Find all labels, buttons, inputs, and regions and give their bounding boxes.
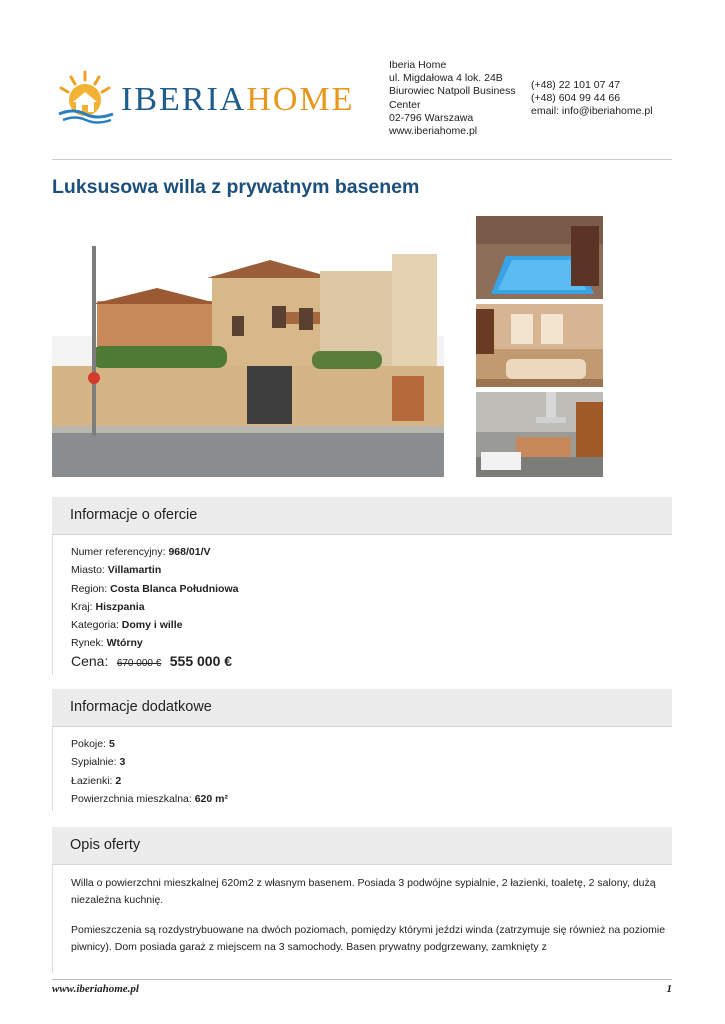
address-line: ul. Migdałowa 4 lok. 24B <box>389 72 503 85</box>
section-title: Informacje o ofercie <box>70 507 198 523</box>
phone-1[interactable]: (+48) 22 101 07 47 <box>531 79 621 91</box>
pool-icon <box>476 216 603 299</box>
house-exterior-icon <box>52 216 444 477</box>
price <box>71 653 232 671</box>
price-new: 555 000 € <box>169 653 233 669</box>
description-body <box>52 865 673 973</box>
website-link[interactable]: www.iberiahome.pl <box>389 125 478 138</box>
info-row-bathrooms: Łazienki: 2 <box>71 775 122 787</box>
info-row-category: Kategoria: Domy i wille <box>71 619 183 631</box>
address-line: Biurowiec Natpoll Business <box>389 85 516 98</box>
sun-house-icon <box>55 68 117 124</box>
page-number: 1 <box>666 983 672 995</box>
kitchen-icon <box>476 392 603 477</box>
company-contact <box>531 79 653 119</box>
info-row-country: Kraj: Hiszpania <box>71 601 145 613</box>
phone-2[interactable]: (+48) 604 99 44 66 <box>531 92 621 105</box>
footer-divider <box>52 979 672 980</box>
info-row-region: Region: Costa Blanca Południowa <box>71 583 239 595</box>
info-row-rooms: Pokoje: 5 <box>71 738 115 750</box>
email[interactable]: email: info@iberiahome.pl <box>531 105 653 118</box>
footer-website[interactable]: www.iberiahome.pl <box>52 983 139 995</box>
description-paragraph-1: Willa o powierzchni mieszkalnej 620m2 z własnym basenem. Posiada 3 podwójne sypialnie, 2 łazienki, toaletę, 2 salony, dużą niezależna kuchnię. <box>71 877 656 906</box>
info-row-living-area: Powierzchnia mieszkalna: 620 m² <box>71 793 228 805</box>
iberiahome-logo <box>55 68 355 124</box>
section-header-extra-info <box>52 689 672 727</box>
offer-info-body <box>52 535 673 675</box>
thumb-photo-living-room[interactable] <box>476 304 603 387</box>
living-room-icon <box>476 304 603 387</box>
address-line: Center <box>389 98 421 111</box>
price-label: Cena: <box>71 653 109 669</box>
logo-wordmark: IBERIAHOME <box>121 81 355 118</box>
thumb-photo-kitchen[interactable] <box>476 392 603 477</box>
info-row-reference: Numer referencyjny: 968/01/V <box>71 546 211 558</box>
section-title: Informacje dodatkowe <box>70 699 212 715</box>
main-photo[interactable] <box>52 216 444 477</box>
address-line: Iberia Home <box>389 59 447 71</box>
extra-info-body <box>52 727 673 811</box>
section-header-offer-info <box>52 497 672 535</box>
price-old: 670 000 € <box>116 658 162 669</box>
company-address <box>389 59 516 138</box>
info-row-city: Miasto: Villamartin <box>71 564 162 576</box>
info-row-bedrooms: Sypialnie: 3 <box>71 756 126 768</box>
address-line: 02-796 Warszawa <box>389 111 474 124</box>
description-paragraph-2: Pomieszczenia są rozdystrybuowane na dwóch poziomach, pomiędzy którymi jeździ winda (zatrzymuje się również na poziomie piwnicy). Dom posiada garaż z miejscem na 3 samochody. Basen prywatny podgrzewany, zamknięty z <box>71 924 666 953</box>
info-row-market: Rynek: Wtórny <box>71 637 143 649</box>
page-title: Luksusowa willa z prywatnym basenem <box>52 176 420 198</box>
thumb-photo-pool[interactable] <box>476 216 603 299</box>
section-header-description <box>52 827 672 865</box>
header-divider <box>52 159 672 160</box>
section-title: Opis oferty <box>70 837 141 853</box>
